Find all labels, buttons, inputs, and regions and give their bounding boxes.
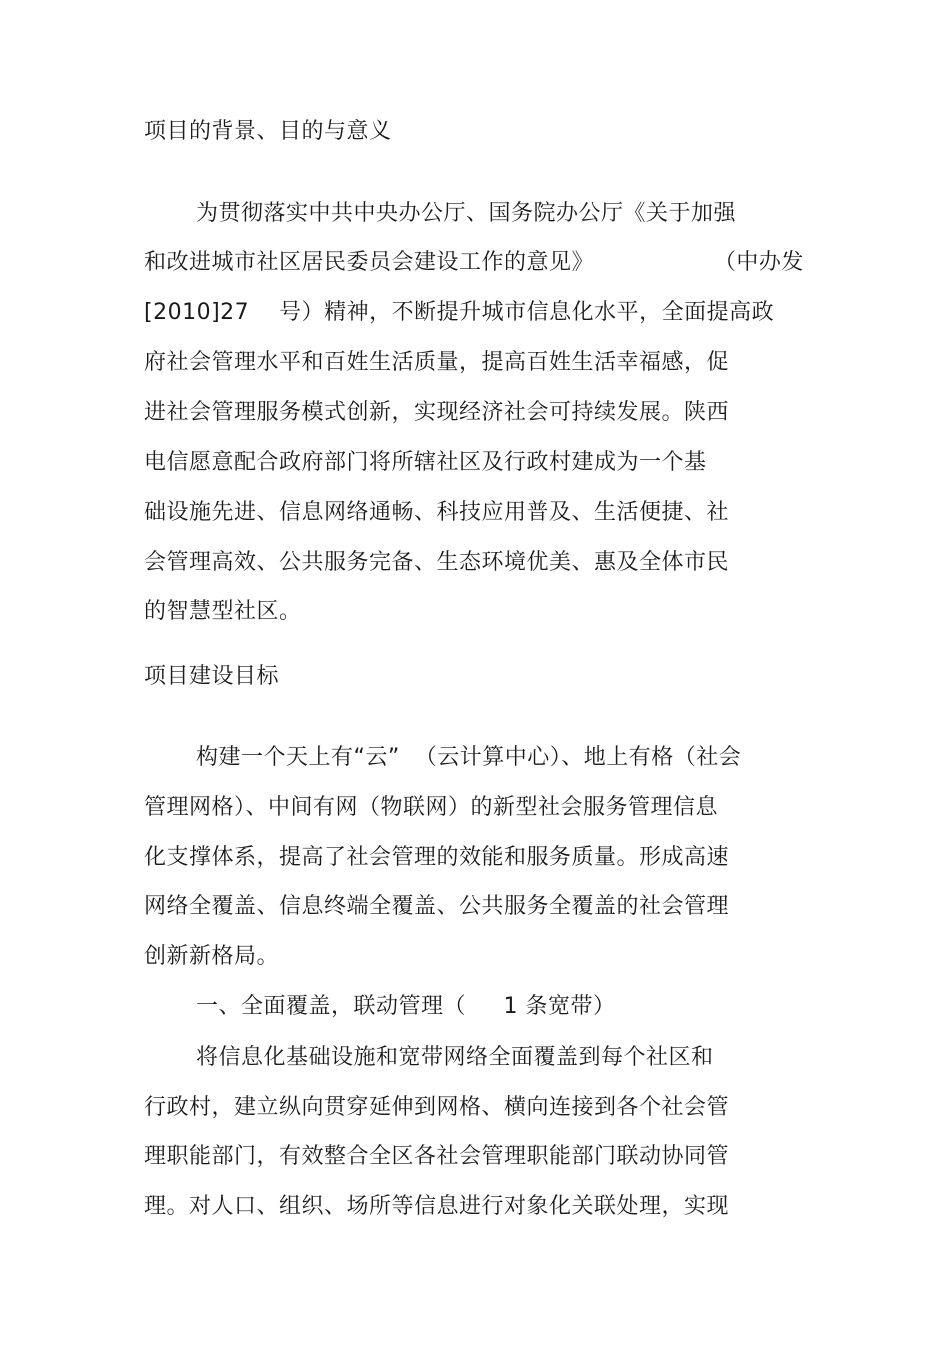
paragraph-line: 府社会管理水平和百姓生活质量，提高百姓生活幸福感，促: [144, 350, 730, 375]
section-heading-background: 项目的背景、目的与意义: [144, 119, 392, 144]
paragraph-line: 网络全覆盖、信息终端全覆盖、公共服务全覆盖的社会管理: [144, 894, 730, 919]
subsection-heading: 一、全面覆盖，联动管理（ 1 条宽带）: [196, 994, 616, 1019]
paragraph-line: 为贯彻落实中共中央办公厅、国务院办公厅《关于加强: [196, 201, 737, 226]
paragraph-line: 化支撑体系，提高了社会管理的效能和服务质量。形成高速: [144, 845, 730, 870]
section-heading-goals: 项目建设目标: [144, 664, 280, 689]
paragraph-line: 行政村，建立纵向贯穿延伸到网格、横向连接到各个社会管: [144, 1095, 730, 1120]
paragraph-line: 础设施先进、信息网络通畅、科技应用普及、生活便捷、社: [144, 500, 730, 525]
paragraph-line: 理职能部门，有效整合全区各社会管理职能部门联动协同管: [144, 1144, 730, 1169]
paragraph-line: 电信愿意配合政府部门将所辖社区及行政村建成为一个基: [144, 450, 707, 475]
paragraph-line: 管理网格）、中间有网（物联网）的新型社会服务管理信息: [144, 795, 719, 820]
paragraph-line: [2010]27 号）精神，不断提升城市信息化水平，全面提高政: [144, 300, 775, 325]
paragraph-line: 的智慧型社区。: [144, 599, 302, 624]
paragraph-line: 和改进城市社区居民委员会建设工作的意见》 （中办发: [144, 250, 804, 275]
paragraph-line: 会管理高效、公共服务完备、生态环境优美、惠及全体市民: [144, 550, 730, 575]
paragraph-line: 构建一个天上有“云” （云计算中心）、地上有格（社会: [196, 745, 742, 770]
paragraph-line: 进社会管理服务模式创新，实现经济社会可持续发展。陕西: [144, 400, 730, 425]
paragraph-line: 创新新格局。: [144, 944, 280, 969]
paragraph-line: 理。对人口、组织、场所等信息进行对象化关联处理，实现: [144, 1194, 730, 1219]
paragraph-line: 将信息化基础设施和宽带网络全面覆盖到每个社区和: [196, 1045, 714, 1070]
